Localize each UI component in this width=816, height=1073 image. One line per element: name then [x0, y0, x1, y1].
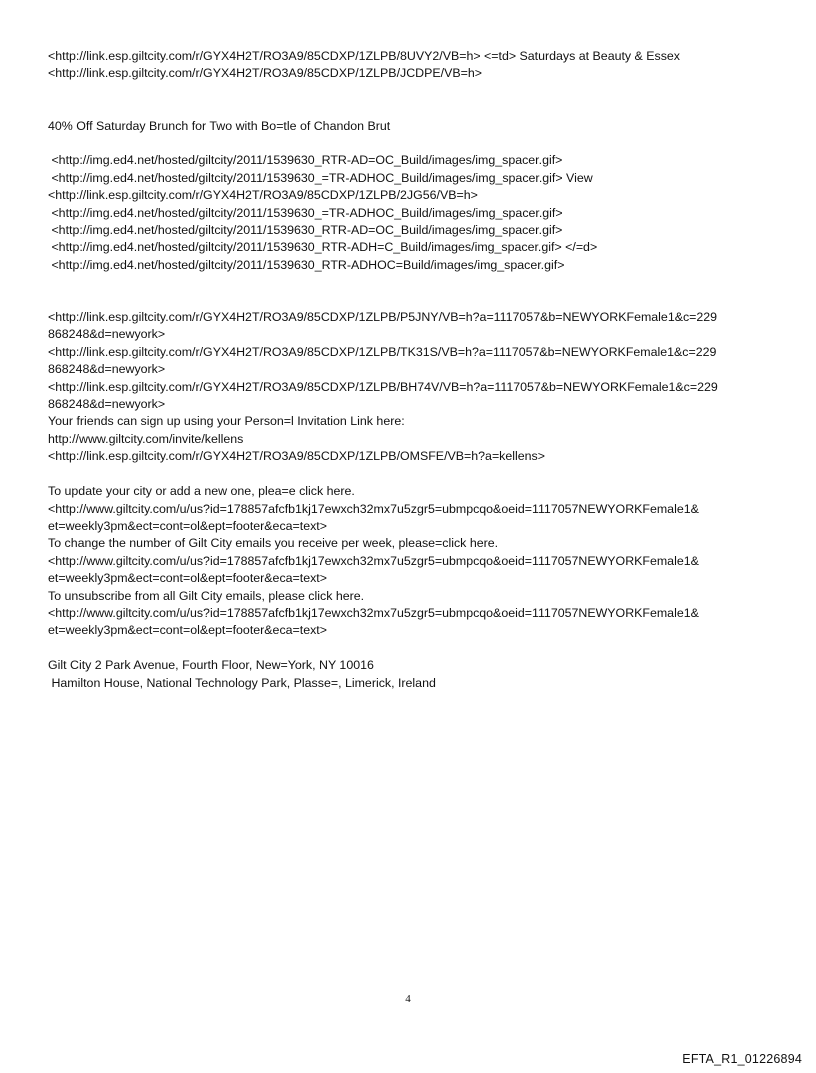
footer-line: <http://www.giltcity.com/u/us?id=178857afcfb1kj17ewxch32mx7u5zgr5=ubmpcqo&oeid=1117057NEWYORKFemale1& — [48, 553, 699, 568]
footer-line: <http://www.giltcity.com/u/us?id=178857afcfb1kj17ewxch32mx7u5zgr5=ubmpcqo&oeid=1117057NEWYORKFemale1& — [48, 501, 699, 516]
address-line: Hamilton House, National Technology Park, Plasse=, Limerick, Ireland — [48, 675, 436, 690]
document-body — [48, 48, 778, 692]
invite-line: http://www.giltcity.com/invite/kellens — [48, 431, 244, 446]
address-block — [48, 657, 778, 692]
invite-line: 868248&d=newyork> — [48, 397, 166, 412]
invite-line: <http://link.esp.giltcity.com/r/GYX4H2T/RO3A9/85CDXP/1ZLPB/TK31S/VB=h?a=1117057&b=NEWYORKFemale1&c=229 — [48, 344, 717, 359]
footer-line: To change the number of Gilt City emails you receive per week, please=click here. — [48, 536, 499, 551]
spacer — [48, 466, 778, 483]
address-line: Gilt City 2 Park Avenue, Fourth Floor, New=York, NY 10016 — [48, 658, 374, 673]
footer-line: et=weekly3pm&ect=cont=ol&ept=footer&eca=text> — [48, 571, 327, 586]
spacer — [48, 83, 778, 118]
invite-line: <http://link.esp.giltcity.com/r/GYX4H2T/RO3A9/85CDXP/1ZLPB/OMSFE/VB=h?a=kellens> — [48, 449, 545, 464]
footer-line: To unsubscribe from all Gilt City emails, please click here. — [48, 588, 365, 603]
spacer-link-line: <http://img.ed4.net/hosted/giltcity/2011/1539630_RTR-AD=OC_Build/images/img_spacer.gif> — [48, 153, 563, 168]
header-link-line: <http://link.esp.giltcity.com/r/GYX4H2T/RO3A9/85CDXP/1ZLPB/8UVY2/VB=h> <=td> Saturdays at Beauty & Essex — [48, 49, 681, 63]
spacer-link-line: <http://img.ed4.net/hosted/giltcity/2011/1539630_=TR-ADHOC_Build/images/img_spacer.gif> — [48, 205, 563, 220]
spacer-link-line: <http://img.ed4.net/hosted/giltcity/2011/1539630_=TR-ADHOC_Build/images/img_spacer.gif> View — [48, 170, 593, 185]
spacer-link-line: <http://link.esp.giltcity.com/r/GYX4H2T/RO3A9/85CDXP/1ZLPB/2JG56/VB=h> — [48, 188, 478, 203]
invite-block — [48, 309, 778, 466]
spacer — [48, 640, 778, 657]
invite-line: <http://link.esp.giltcity.com/r/GYX4H2T/RO3A9/85CDXP/1ZLPB/P5JNY/VB=h?a=1117057&b=NEWYORKFemale1&c=229 — [48, 310, 718, 325]
invite-line: 868248&d=newyork> — [48, 362, 166, 377]
spacer — [48, 135, 778, 152]
header-link-line: <http://link.esp.giltcity.com/r/GYX4H2T/RO3A9/85CDXP/1ZLPB/JCDPE/VB=h> — [48, 66, 482, 81]
footer-line: <http://www.giltcity.com/u/us?id=178857afcfb1kj17ewxch32mx7u5zgr5=ubmpcqo&oeid=1117057NEWYORKFemale1& — [48, 605, 699, 620]
invite-line: Your friends can sign up using your Person=l Invitation Link here: — [48, 414, 405, 429]
footer-line: et=weekly3pm&ect=cont=ol&ept=footer&eca=text> — [48, 623, 327, 638]
spacer — [48, 274, 778, 309]
footer-line: To update your city or add a new one, plea=e click here. — [48, 484, 355, 499]
footer-line: et=weekly3pm&ect=cont=ol&ept=footer&eca=text> — [48, 518, 327, 533]
bates-number: EFTA_R1_01226894 — [682, 1052, 802, 1066]
footer-block — [48, 483, 778, 640]
spacer-links-block — [48, 152, 778, 274]
invite-line: 868248&d=newyork> — [48, 327, 166, 342]
page-number: 4 — [405, 993, 411, 1005]
header-links-block — [48, 48, 778, 83]
spacer-link-line: <http://img.ed4.net/hosted/giltcity/2011/1539630_RTR-AD=OC_Build/images/img_spacer.gif> — [48, 223, 563, 238]
offer-title: 40% Off Saturday Brunch for Two with Bo=tle of Chandon Brut — [48, 118, 391, 133]
spacer-link-line: <http://img.ed4.net/hosted/giltcity/2011/1539630_RTR-ADHOC=Build/images/img_spacer.gif> — [48, 257, 565, 272]
invite-line: <http://link.esp.giltcity.com/r/GYX4H2T/RO3A9/85CDXP/1ZLPB/BH74V/VB=h?a=1117057&b=NEWYORKFemale1&c=229 — [48, 379, 718, 394]
spacer-link-line: <http://img.ed4.net/hosted/giltcity/2011/1539630_RTR-ADH=C_Build/images/img_spacer.gif> </=d> — [48, 240, 598, 255]
